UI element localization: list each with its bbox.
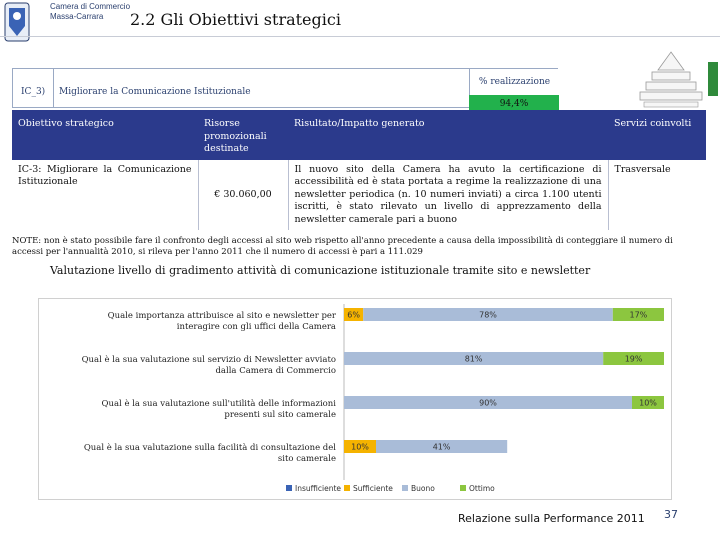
header-objective: Obiettivo strategico xyxy=(12,110,198,160)
legend-label: Sufficiente xyxy=(353,484,393,493)
legend-label: Buono xyxy=(411,484,435,493)
table-note: NOTE: non è stato possibile fare il confronto degli accessi al sito web rispetto all'anno precedente a causa della impossibilità di conteggiare il numero di accessi per l'annualità 2010, si rileva per l'anno 2011 che il numero di accessi è pari a 111.029 xyxy=(12,236,673,257)
data-label: 10% xyxy=(351,442,369,452)
satisfaction-chart xyxy=(38,298,672,500)
indicator-pct-value: 94,4% xyxy=(469,95,559,115)
chart-title: Valutazione livello di gradimento attività di comunicazione istituzionale tramite sito e newsletter xyxy=(50,264,591,277)
side-tag xyxy=(708,62,718,96)
footer-text: Relazione sulla Performance 2011 xyxy=(458,512,645,525)
data-label: 90% xyxy=(479,398,497,408)
data-label: 17% xyxy=(629,310,648,320)
chart-frame xyxy=(38,298,672,500)
category-label: Qual è la sua valutazione sulla facilità di consultazione del sito camerale xyxy=(83,443,336,464)
org-name: Camera di Commercio Massa-Carrara xyxy=(50,2,131,21)
performance-pyramid-icon xyxy=(638,50,704,108)
header-services: Servizi coinvolti xyxy=(608,110,706,160)
data-label: 41% xyxy=(432,442,451,452)
data-label: 19% xyxy=(624,354,643,364)
cell-resources: € 30.060,00 xyxy=(198,160,288,231)
indicator-name: Migliorare la Comunicazione Istituzionale xyxy=(59,87,251,97)
objectives-table xyxy=(12,110,706,230)
header-result: Risultato/Impatto generato xyxy=(288,110,608,160)
indicator-box xyxy=(12,68,558,108)
legend-label: Insufficiente xyxy=(295,484,342,493)
page-number: 37 xyxy=(664,508,678,521)
category-label: Quale importanza attribuisce al sito e newsletter per interagire con gli uffici della Camera xyxy=(107,311,336,332)
indicator-divider xyxy=(53,69,54,107)
data-label: 81% xyxy=(464,354,483,364)
legend-label: Ottimo xyxy=(469,484,495,493)
table-header-row xyxy=(12,110,706,160)
page-title: 2.2 Gli Obiettivi strategici xyxy=(130,10,341,29)
data-label: 78% xyxy=(479,310,497,320)
category-label: Qual è la sua valutazione sull'utilità delle informazioni presenti sul sito camerale xyxy=(101,399,336,420)
cell-objective: IC-3: Migliorare la Comunicazione Istituzionale xyxy=(12,160,198,231)
indicator-pct-label: % realizzazione xyxy=(469,69,559,95)
header-divider xyxy=(0,36,720,37)
cell-services: Trasversale xyxy=(608,160,706,231)
cell-result: Il nuovo sito della Camera ha avuto la certificazione di accessibilità ed è stata portata a regime la realizzazione di una newsletter periodica (n. 10 numeri inviati) a circa 1.100 utenti iscritti, è stato rilevato un livello di apprezzamento della newsletter camerale pari a buono xyxy=(288,160,608,231)
data-label: 6% xyxy=(347,310,360,320)
table-row xyxy=(12,160,706,231)
header-resources: Risorse promozionali destinate xyxy=(198,110,288,160)
indicator-code: IC_3) xyxy=(21,87,46,97)
category-label: Qual è la sua valutazione sul servizio di Newsletter avviato dalla Camera di Commercio xyxy=(81,355,336,376)
data-label: 10% xyxy=(639,398,657,408)
